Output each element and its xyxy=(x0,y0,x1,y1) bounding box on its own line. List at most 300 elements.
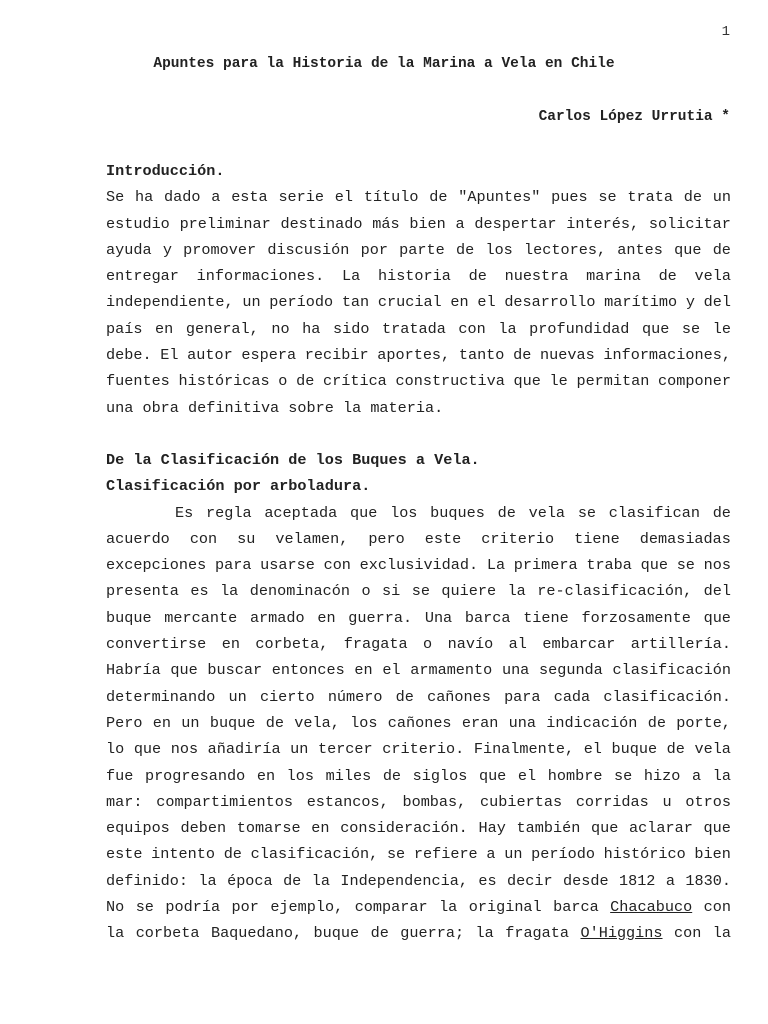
word: ayuda xyxy=(106,240,152,259)
word: vela, xyxy=(294,713,340,732)
word: que xyxy=(703,819,731,838)
word: se xyxy=(681,319,701,338)
word: buque xyxy=(611,740,658,759)
text-line xyxy=(106,684,731,710)
word: los xyxy=(286,766,315,785)
word: que xyxy=(513,372,541,391)
word: una xyxy=(508,713,536,732)
word: tomarse xyxy=(236,819,301,838)
word: fragata xyxy=(505,924,570,943)
word: se xyxy=(676,556,695,575)
word: Se xyxy=(106,188,125,207)
document-title: Apuntes para la Historia de la Marina a Vela en Chile xyxy=(153,56,615,72)
paragraph-introduction xyxy=(106,184,731,421)
word: solicitar xyxy=(648,214,731,233)
word: O'Higgins xyxy=(580,924,663,943)
word: El xyxy=(160,346,179,365)
word: la xyxy=(712,766,731,785)
word: de xyxy=(712,503,731,522)
text-line xyxy=(106,395,731,421)
word: No xyxy=(106,898,125,917)
word: marítimo xyxy=(604,293,678,312)
word: nos xyxy=(703,556,731,575)
word: aceptada xyxy=(264,503,338,522)
word: y xyxy=(162,240,172,259)
word: en xyxy=(311,819,330,838)
word: cierto xyxy=(259,687,315,706)
word: del xyxy=(703,293,731,312)
word: de xyxy=(497,503,516,522)
text-line xyxy=(106,815,731,841)
word: consideración. xyxy=(340,819,468,838)
text-line xyxy=(106,263,731,289)
document-author: Carlos López Urrutia * xyxy=(538,109,730,125)
word: parte xyxy=(399,240,445,259)
word: navío xyxy=(447,635,494,654)
word: con xyxy=(189,529,218,548)
text-line xyxy=(106,894,731,920)
word: desde xyxy=(562,871,609,890)
word: progresando xyxy=(144,766,246,785)
word: que xyxy=(674,240,702,259)
word: en xyxy=(152,713,171,732)
word: criterio. xyxy=(382,740,465,759)
word: su xyxy=(237,529,256,548)
word: dado xyxy=(164,188,201,207)
word: estancos, xyxy=(306,792,389,811)
word: preliminar xyxy=(179,214,271,233)
page-number: 1 xyxy=(721,24,730,40)
word: cubiertas xyxy=(480,792,563,811)
word: estudio xyxy=(106,214,170,233)
word: marina xyxy=(586,267,641,286)
subsection-heading-rigging: Clasificación por arboladura. xyxy=(106,477,371,496)
word: del xyxy=(703,582,731,601)
word: despertar xyxy=(474,214,557,233)
word: otros xyxy=(685,792,731,811)
word: artillería. xyxy=(630,635,731,654)
word: quiere xyxy=(441,582,497,601)
word: no xyxy=(271,319,290,338)
word: lo xyxy=(106,740,125,759)
word: autor xyxy=(187,346,233,365)
word: definido: xyxy=(106,871,189,890)
word: por xyxy=(360,240,388,259)
word: a xyxy=(486,845,496,864)
word: crítica xyxy=(323,372,387,391)
text-line xyxy=(106,368,731,394)
word: de xyxy=(683,188,702,207)
word: por xyxy=(231,898,259,917)
word: período xyxy=(531,845,595,864)
word: promover xyxy=(183,240,257,259)
word: informaciones, xyxy=(603,346,731,365)
word: antes xyxy=(617,240,663,259)
text-line xyxy=(106,289,731,315)
word: de xyxy=(382,766,402,785)
paragraph-classification xyxy=(106,500,731,947)
word: una xyxy=(501,661,530,680)
word: el xyxy=(583,740,602,759)
section-heading-classification: De la Clasificación de los Buques a Vela. xyxy=(106,450,480,469)
word: se xyxy=(135,898,154,917)
text-line xyxy=(106,500,731,526)
word: primera xyxy=(513,556,578,575)
word: trata xyxy=(627,188,673,207)
word: velamen, xyxy=(275,529,349,548)
word: debe. xyxy=(106,346,152,365)
word: de xyxy=(513,346,532,365)
word: un xyxy=(290,740,309,759)
word: número xyxy=(327,687,383,706)
word: mar: xyxy=(106,792,143,811)
document-body xyxy=(106,158,731,947)
word: en xyxy=(256,766,276,785)
word: de xyxy=(296,372,315,391)
word: el xyxy=(382,661,401,680)
word: los xyxy=(485,240,513,259)
word: es xyxy=(478,871,497,890)
word: traba xyxy=(586,556,632,575)
word: discusión xyxy=(267,240,350,259)
word: buque xyxy=(106,608,152,627)
word: tanto xyxy=(458,346,505,365)
word: le xyxy=(549,372,568,391)
word: vela xyxy=(694,267,731,286)
word: Hay xyxy=(478,819,506,838)
word: de xyxy=(455,240,475,259)
text-line xyxy=(106,552,731,578)
word: guerra. xyxy=(348,608,413,627)
word: con xyxy=(458,319,486,338)
word: clasificación, xyxy=(250,845,379,864)
word: buque xyxy=(209,713,256,732)
word: los xyxy=(390,503,418,522)
word: que xyxy=(640,556,668,575)
word: más xyxy=(372,214,400,233)
word: hombre xyxy=(547,766,603,785)
word: buscar xyxy=(207,661,263,680)
word: que xyxy=(591,819,619,838)
word: determinando xyxy=(106,687,216,706)
word: cañones xyxy=(427,687,491,706)
text-line xyxy=(106,526,731,552)
word: entonces xyxy=(271,661,345,680)
word: ha xyxy=(302,319,321,338)
word: embarcar xyxy=(542,635,616,654)
word: crucial xyxy=(377,293,442,312)
word: históricas xyxy=(178,372,270,391)
word: general, xyxy=(185,319,259,338)
text-line xyxy=(106,736,731,762)
section-heading-introduction: Introducción. xyxy=(106,162,225,180)
word: informaciones. xyxy=(196,267,325,286)
word: la xyxy=(712,924,731,943)
word: para xyxy=(214,556,252,575)
word: para xyxy=(504,687,541,706)
word: de xyxy=(647,713,666,732)
word: con xyxy=(703,898,731,917)
text-line xyxy=(106,237,731,263)
word: Es xyxy=(175,503,194,522)
word: 1830. xyxy=(685,871,731,890)
word: título xyxy=(363,188,419,207)
word: independiente, xyxy=(106,293,234,312)
word: demasiadas xyxy=(639,529,731,548)
text-line xyxy=(106,868,731,894)
text-line xyxy=(106,631,731,657)
word: el xyxy=(517,766,537,785)
word: tratada xyxy=(382,319,446,338)
word: y xyxy=(685,293,695,312)
text-line xyxy=(106,211,731,237)
word: interés, xyxy=(566,214,640,233)
word: se xyxy=(386,845,406,864)
word: destinado xyxy=(280,214,363,233)
word: buque xyxy=(313,924,360,943)
word: de xyxy=(265,713,284,732)
word: que xyxy=(642,319,670,338)
word: profundidad xyxy=(529,319,630,338)
text-line xyxy=(106,763,731,789)
word: el xyxy=(334,188,354,207)
word: en xyxy=(354,661,373,680)
word: Chacabuco xyxy=(610,898,693,917)
spacer xyxy=(106,421,731,447)
word: un xyxy=(242,293,261,312)
word: podría xyxy=(165,898,221,917)
word: Una xyxy=(424,608,453,627)
word: es xyxy=(190,582,209,601)
word: en xyxy=(155,319,174,338)
word: que xyxy=(349,503,378,522)
word: miles xyxy=(325,766,372,785)
word: recibir xyxy=(304,346,369,365)
word: tan xyxy=(341,293,370,312)
text-line xyxy=(106,316,731,342)
word: de xyxy=(370,924,389,943)
text-line xyxy=(106,710,731,736)
word: también xyxy=(516,819,581,838)
word: intento xyxy=(151,845,215,864)
word: fue xyxy=(106,766,134,785)
word: espera xyxy=(241,346,297,365)
word: aportes, xyxy=(377,346,451,365)
word: al xyxy=(508,635,527,654)
word: se xyxy=(614,766,633,785)
word: de xyxy=(468,267,487,286)
word: nos xyxy=(170,740,199,759)
word: una xyxy=(106,398,134,417)
word: añadiría xyxy=(207,740,281,759)
word: armamento xyxy=(410,661,493,680)
word: pero xyxy=(368,529,405,548)
word: que xyxy=(170,661,198,680)
text-line xyxy=(106,920,731,946)
word: exclusividad. xyxy=(359,556,479,575)
word: o xyxy=(361,582,371,601)
word: hizo xyxy=(643,766,681,785)
word: la xyxy=(507,582,526,601)
word: denominacón xyxy=(249,582,351,601)
word: ha xyxy=(135,188,154,207)
word: obra xyxy=(142,398,179,417)
word: fuentes xyxy=(106,372,170,391)
word: de xyxy=(658,267,677,286)
word: barca xyxy=(553,898,599,917)
word: comparar xyxy=(354,898,428,917)
word: le xyxy=(712,319,731,338)
word: se xyxy=(577,503,597,522)
text-line xyxy=(106,578,731,604)
word: usarse xyxy=(260,556,315,575)
word: barca xyxy=(464,608,511,627)
text-line xyxy=(106,789,731,815)
word: clasifican xyxy=(608,503,700,522)
word: con xyxy=(323,556,351,575)
word: la xyxy=(498,319,517,338)
word: a xyxy=(211,188,221,207)
word: la xyxy=(342,398,362,417)
word: esta xyxy=(231,188,268,207)
word: desarrollo xyxy=(504,293,596,312)
word: este xyxy=(424,529,462,548)
word: de xyxy=(666,740,685,759)
word: eran xyxy=(461,713,499,732)
word: compartimientos xyxy=(156,792,293,811)
word: en xyxy=(450,293,469,312)
word: un xyxy=(504,845,523,864)
word: guerra; xyxy=(400,924,465,943)
word: bombas, xyxy=(402,792,467,811)
word: re-clasificación, xyxy=(537,582,693,601)
word: Independencia, xyxy=(340,871,468,890)
word: cañones xyxy=(387,713,452,732)
word: que xyxy=(133,740,162,759)
word: nuevas xyxy=(540,346,595,365)
word: que xyxy=(478,766,507,785)
text-line xyxy=(106,184,731,210)
word: se xyxy=(411,582,430,601)
word: o xyxy=(278,372,288,391)
word: porte, xyxy=(676,713,731,732)
word: fragata xyxy=(343,635,408,654)
word: clasificación xyxy=(612,661,731,680)
word: corbeta, xyxy=(255,635,329,654)
word: un xyxy=(712,188,731,207)
word: definitiva xyxy=(188,398,280,417)
word: un xyxy=(228,687,247,706)
word: componer xyxy=(658,372,731,391)
word: segunda xyxy=(538,661,603,680)
word: tiene xyxy=(523,608,569,627)
word: criterio xyxy=(481,529,555,548)
word: bien xyxy=(694,845,731,864)
word: lectores, xyxy=(524,240,607,259)
word: sobre xyxy=(288,398,334,417)
word: de xyxy=(223,845,242,864)
word: sido xyxy=(332,319,370,338)
word: buques xyxy=(430,503,485,522)
word: vela xyxy=(694,740,731,759)
word: de xyxy=(712,240,731,259)
word: Pero xyxy=(106,713,143,732)
word: período xyxy=(269,293,334,312)
word: siglos xyxy=(412,766,468,785)
word: serie xyxy=(278,188,325,207)
word: los xyxy=(350,713,378,732)
word: vela xyxy=(528,503,566,522)
word: de xyxy=(429,188,448,207)
word: bien xyxy=(409,214,446,233)
word: a xyxy=(665,871,675,890)
word: armado xyxy=(249,608,305,627)
word: indicación xyxy=(546,713,638,732)
word: constructiva xyxy=(395,372,505,391)
word: 1812 xyxy=(618,871,656,890)
word: con xyxy=(673,924,702,943)
word: de xyxy=(395,687,414,706)
word: la xyxy=(439,898,458,917)
text-line xyxy=(106,605,731,631)
word: "Apuntes" xyxy=(458,188,541,207)
word: corridas xyxy=(575,792,649,811)
word: entregar xyxy=(106,267,179,286)
word: en xyxy=(221,635,240,654)
word: la xyxy=(106,924,125,943)
word: deben xyxy=(180,819,227,838)
word: corbeta xyxy=(135,924,200,943)
word: la xyxy=(198,871,217,890)
word: época xyxy=(227,871,273,890)
text-line xyxy=(106,841,731,867)
word: acuerdo xyxy=(106,529,170,548)
word: equipos xyxy=(106,819,170,838)
word: excepciones xyxy=(106,556,207,575)
word: tiene xyxy=(574,529,620,548)
word: convertirse xyxy=(106,635,207,654)
word: presenta xyxy=(106,582,179,601)
word: en xyxy=(317,608,336,627)
word: histórico xyxy=(603,845,686,864)
word: forzosamente xyxy=(581,608,691,627)
word: materia. xyxy=(370,398,444,417)
word: permitan xyxy=(576,372,650,391)
word: Baquedano, xyxy=(210,924,303,943)
word: la xyxy=(475,924,494,943)
text-line xyxy=(106,342,731,368)
word: pues xyxy=(551,188,588,207)
word: La xyxy=(486,556,506,575)
word: ejemplo, xyxy=(270,898,344,917)
word: cada xyxy=(553,687,591,706)
word: a xyxy=(691,766,702,785)
word: o xyxy=(423,635,433,654)
word: nuestra xyxy=(504,267,569,286)
word: si xyxy=(382,582,401,601)
word: se xyxy=(598,188,617,207)
word: refiere xyxy=(413,845,478,864)
word: que xyxy=(703,608,731,627)
word: historia xyxy=(377,267,451,286)
word: a xyxy=(455,214,465,233)
word: la xyxy=(311,871,330,890)
word: tercer xyxy=(317,740,373,759)
word: país xyxy=(106,319,143,338)
word: Finalmente, xyxy=(473,740,575,759)
word: Habría xyxy=(106,661,161,680)
word: aclarar xyxy=(629,819,693,838)
